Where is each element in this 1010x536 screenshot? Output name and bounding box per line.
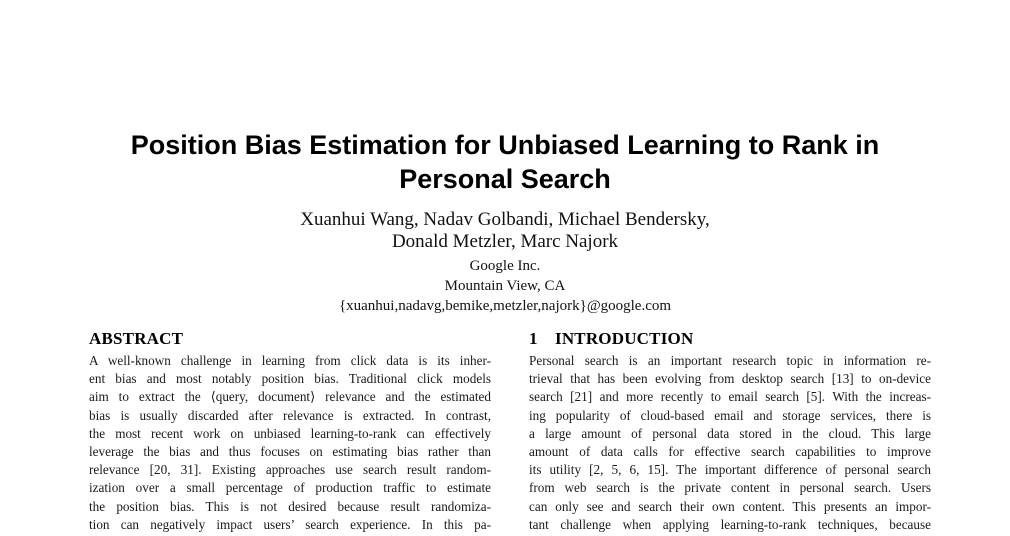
abstract-section [89,328,491,534]
introduction-body [529,352,931,534]
affiliation-org: Google Inc. [469,258,541,274]
section-number: 1 [529,329,538,348]
abstract-line: bias is usually discarded after relevance is extracted. In contrast, [89,407,491,423]
abstract-line: tion can negatively impact users’ search experience. In this pa- [89,516,491,532]
affiliation-location: Mountain View, CA [444,278,566,294]
introduction-line: amount of data calls for effective search capabilities to improve [529,443,931,459]
introduction-line: can only see and search their own content. This presents an impor- [529,498,931,514]
introduction-line: trieval that has been evolving from desktop search [13] to on-device [529,371,931,387]
abstract-line: ization over a small percentage of production traffic to estimate [89,480,491,496]
introduction-line: tant challenge when applying learning-to-rank techniques, because [529,516,931,532]
paper-title [0,128,1010,196]
author-line: Donald Metzler, Marc Najork [391,231,619,252]
introduction-line: search [21] and more recently to email search [5]. With the increas- [529,389,931,405]
introduction-line: its utility [2, 5, 6, 15]. The important difference of personal search [529,462,931,478]
abstract-line: the position bias. This is not desired because result randomiza- [89,498,491,514]
section-title: INTRODUCTION [555,329,694,348]
introduction-line: a large amount of personal data stored in the cloud. This large [529,425,931,441]
abstract-line: the most recent work on unbiased learning-to-rank can effectively [89,425,491,441]
abstract-line: relevance [20, 31]. Existing approaches use search result random- [89,462,491,478]
abstract-body [89,352,491,534]
affiliation-block [0,256,1010,316]
abstract-line: aim to extract the ⟨query, document⟩ relevance and the estimated [89,389,491,405]
introduction-line: ing popularity of cloud-based email and storage services, there is [529,407,931,423]
abstract-heading: ABSTRACT [89,329,184,348]
introduction-heading [529,328,931,350]
introduction-line: Personal search is an important research topic in information re- [529,353,931,368]
author-line: Xuanhui Wang, Nadav Golbandi, Michael Bendersky, [300,209,710,230]
author-emails: {xuanhui,nadavg,bemike,metzler,najork}@google.com [338,298,672,314]
author-list [0,209,1010,253]
introduction-line: from web search is the private content in personal search. Users [529,480,931,496]
paper-title-line: Position Bias Estimation for Unbiased Learning to Rank in [130,130,880,160]
paper-title-line: Personal Search [399,164,611,194]
abstract-line: leverage the bias and thus focuses on estimating bias rather than [89,443,491,459]
abstract-line: A well-known challenge in learning from click data is its inher- [89,353,491,368]
introduction-section [529,328,931,534]
abstract-line: ent bias and most notably position bias. Traditional click models [89,371,491,387]
